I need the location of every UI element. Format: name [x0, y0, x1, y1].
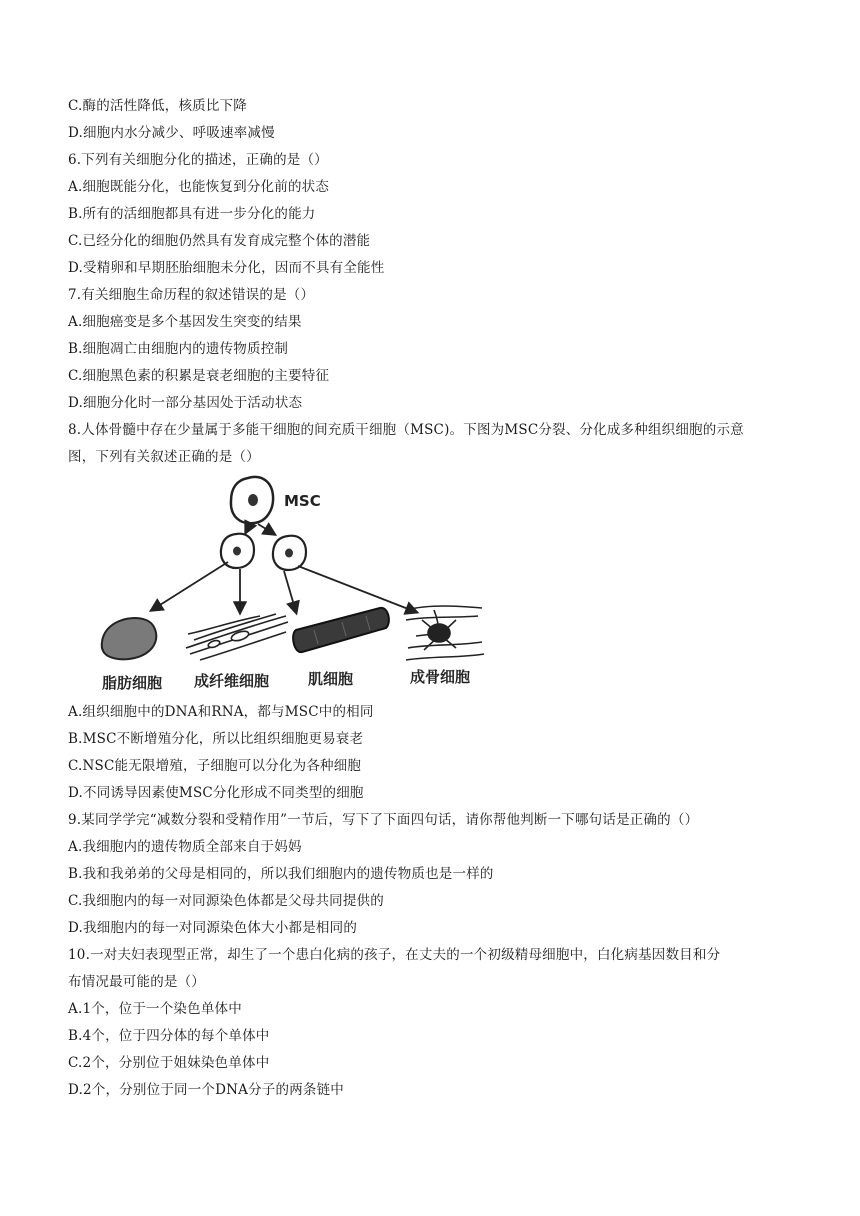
option-7d: D.细胞分化时一部分基因处于活动状态 [68, 395, 303, 411]
option-6d: D.受精卵和早期胚胎细胞未分化，因而不具有全能性 [68, 260, 385, 276]
option-8a: A.组织细胞中的DNA和RNA，都与MSC中的相同 [68, 704, 374, 720]
option-6a: A.细胞既能分化，也能恢复到分化前的状态 [68, 179, 330, 195]
option-10b: B.4个，位于四分体的每个单体中 [68, 1028, 270, 1044]
msc-label: MSC [284, 492, 321, 510]
option-9b: B.我和我弟弟的父母是相同的，所以我们细胞内的遗传物质也是一样的 [68, 866, 494, 882]
option-9a: A.我细胞内的遗传物质全部来自于妈妈 [68, 839, 302, 855]
question-6: 6.下列有关细胞分化的描述，正确的是（） [68, 152, 328, 168]
muscle-cell-label: 肌细胞 [308, 670, 354, 688]
daughter-cell-right-icon [273, 536, 306, 570]
question-9: 9.某同学学完“减数分裂和受精作用”一节后，写下了下面四句话，请你帮他判断一下哪句话是正确的（） [68, 812, 699, 828]
question-10: 10.一对夫妇表现型正常，却生了一个患白化病的孩子，在丈夫的一个初级精母细胞中，白化病基因数目和分 [68, 947, 721, 963]
option-10d: D.2个，分别位于同一个DNA分子的两条链中 [68, 1082, 345, 1098]
question-10-cont: 布情况最可能的是（） [68, 974, 205, 990]
adipocyte-icon [102, 618, 157, 659]
option-8b: B.MSC不断增殖分化，所以比组织细胞更易衰老 [68, 731, 364, 747]
option-6c: C.已经分化的细胞仍然具有发育成完整个体的潜能 [68, 233, 371, 249]
option-9d: D.我细胞内的每一对同源染色体大小都是相同的 [68, 920, 358, 936]
muscle-cell-icon [293, 608, 389, 652]
option-6b: B.所有的活细胞都具有进一步分化的能力 [68, 206, 316, 222]
question-8-cont: 图，下列有关叙述正确的是（） [68, 449, 260, 465]
fibroblast-icon [186, 614, 288, 660]
option-5d: D.细胞内水分减少、呼吸速率减慢 [68, 125, 275, 141]
option-10a: A.1个，位于一个染色单体中 [68, 1001, 242, 1017]
option-8d: D.不同诱导因素使MSC分化形成不同类型的细胞 [68, 785, 364, 801]
option-5c: C.酶的活性降低，核质比下降 [68, 98, 247, 114]
fibroblast-label: 成纤维细胞 [194, 672, 270, 690]
option-9c: C.我细胞内的每一对同源染色体都是父母共同提供的 [68, 893, 384, 909]
msc-diagram [90, 470, 490, 700]
osteoblast-icon [406, 606, 484, 660]
osteoblast-label: 成骨细胞 [410, 668, 471, 686]
question-7: 7.有关细胞生命历程的叙述错误的是（） [68, 287, 315, 303]
adipocyte-label: 脂肪细胞 [102, 674, 163, 692]
msc-cell-icon [231, 477, 273, 523]
option-7a: A.细胞癌变是多个基因发生突变的结果 [68, 314, 302, 330]
option-7c: C.细胞黑色素的积累是衰老细胞的主要特征 [68, 368, 330, 384]
option-10c: C.2个，分别位于姐妹染色单体中 [68, 1055, 270, 1071]
option-7b: B.细胞凋亡由细胞内的遗传物质控制 [68, 341, 289, 357]
msc-differentiation-figure [90, 470, 490, 700]
question-8: 8.人体骨髓中存在少量属于多能干细胞的间充质干细胞（MSC)。下图为MSC分裂、分化成多种组织细胞的示意 [68, 422, 744, 438]
option-8c: C.NSC能无限增殖，子细胞可以分化为各种细胞 [68, 758, 362, 774]
